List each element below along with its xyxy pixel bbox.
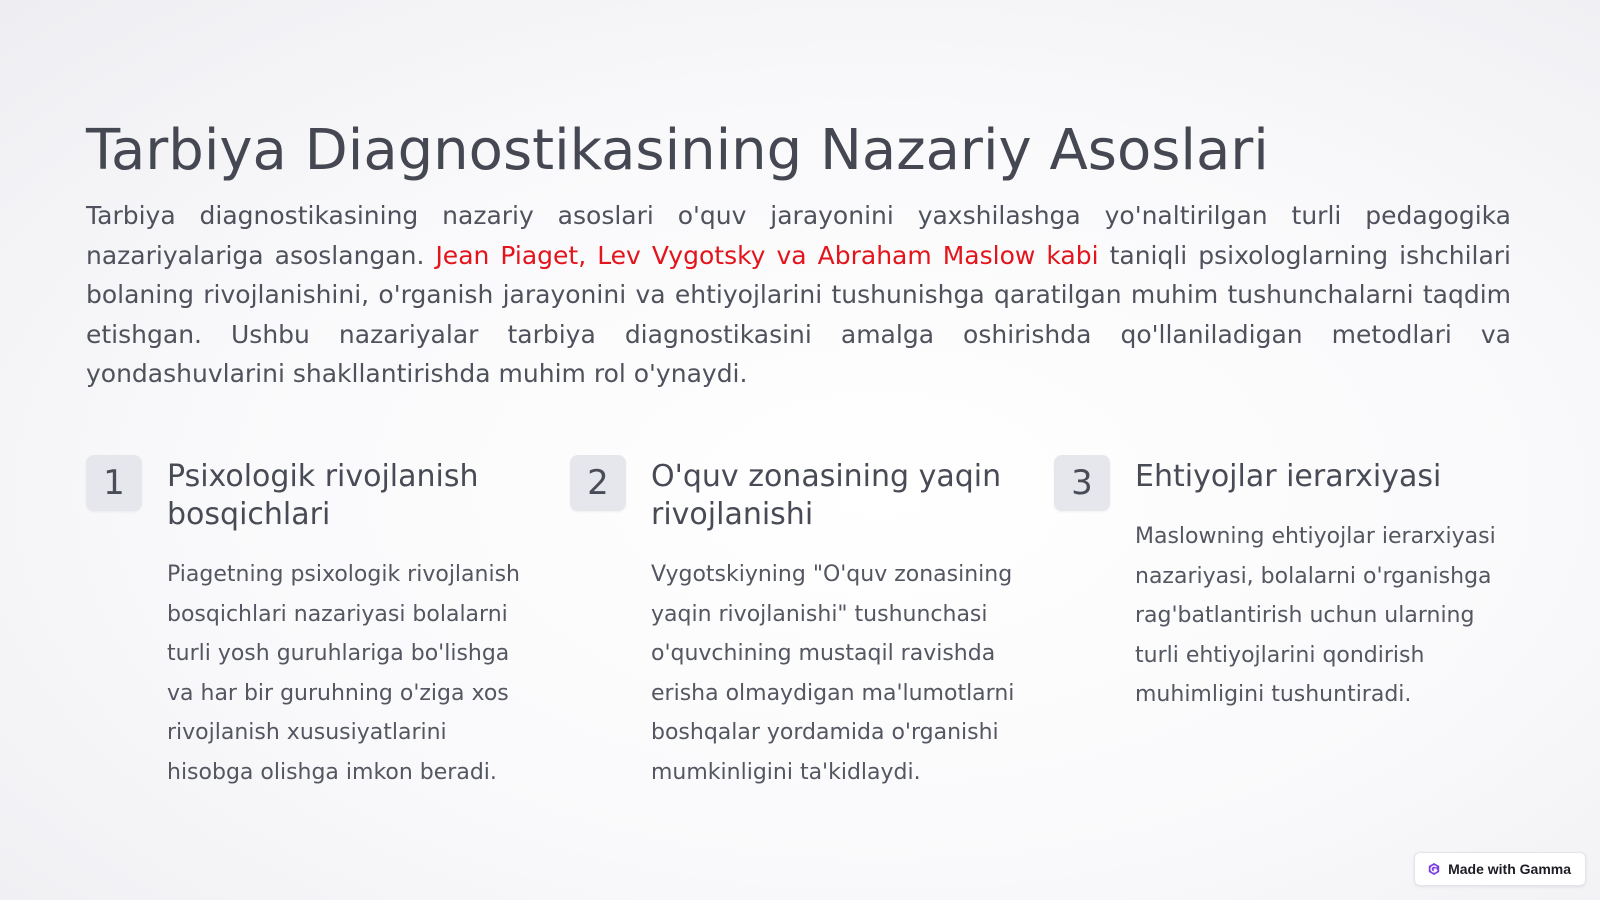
intro-paragraph bbox=[86, 196, 1511, 394]
card-text: Vygotskiyning "O'quv zonasining yaqin rivojlanishi" tushunchasi o'quvchining mustaqil ravishda erisha olmaydigan ma'lumotlarni boshqalar yordamida o'rganishi mumkinligini ta'kidlaydi. bbox=[651, 562, 1015, 785]
intro-highlight: Jean Piaget, Lev Vygotsky va Abraham Maslow kabi bbox=[435, 240, 1099, 270]
card-title: Psixologik rivojlanish bosqichlari bbox=[167, 459, 479, 532]
intro-text-part1: Tarbiya diagnostikasining nazariy asoslari o'quv jarayonini yaxshilashga yo'naltirilgan turli pedagogika nazariyalariga asoslangan. bbox=[86, 201, 1511, 270]
card-number-badge: 3 bbox=[1054, 455, 1110, 511]
made-with-gamma-label: Made with Gamma bbox=[1448, 861, 1571, 877]
card-title: O'quv zonasining yaqin rivojlanishi bbox=[651, 459, 1002, 532]
gamma-logo-icon bbox=[1427, 862, 1441, 876]
intro-text-part2: taniqli psixologlarning ishchilari bolaning rivojlanishini, o'rganish jarayonini va ehtiyojlarini tushunishga qaratilgan muhim tushunchalarni taqdim etishgan. Ushbu nazariyalar tarbiya diagnostikasini amalga oshirishda qo'llaniladigan metodlari va yondashuvlarini shakllantirishda muhim rol o'ynaydi. bbox=[86, 240, 1512, 388]
page-title: Tarbiya Diagnostikasining Nazariy Asoslari bbox=[86, 118, 1269, 183]
card-title: Ehtiyojlar ierarxiyasi bbox=[1135, 459, 1442, 494]
card-text: Maslowning ehtiyojlar ierarxiyasi nazariyasi, bolalarni o'rganishga rag'batlantirish uchun ularning turli ehtiyojlarini qondirish muhimligini tushuntiradi. bbox=[1135, 524, 1496, 707]
card-number-badge: 1 bbox=[86, 455, 142, 511]
card-text: Piagetning psixologik rivojlanish bosqichlari nazariyasi bolalarni turli yosh guruhlariga bo'lishga va har bir guruhning o'ziga xos rivojlanish xususiyatlarini hisobga olishga imkon beradi. bbox=[167, 562, 520, 785]
made-with-gamma-badge[interactable] bbox=[1414, 852, 1586, 886]
card-number-badge: 2 bbox=[570, 455, 626, 511]
